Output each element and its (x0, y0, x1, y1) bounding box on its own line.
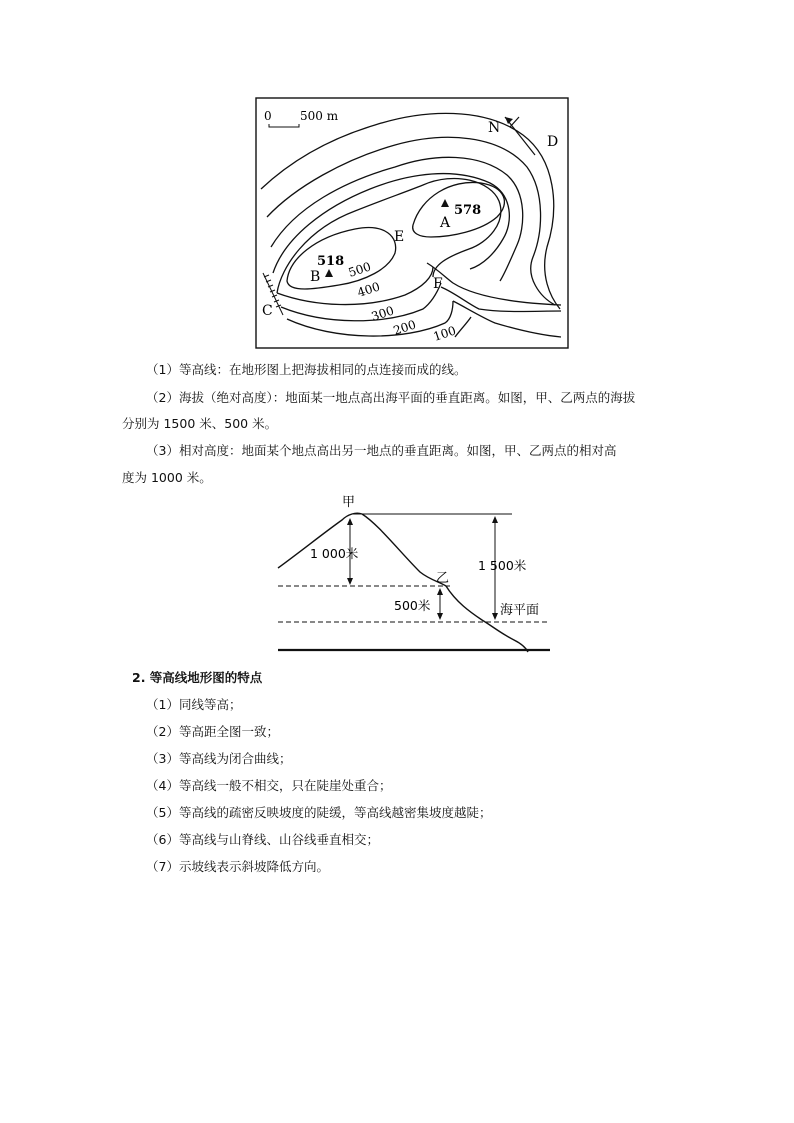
peak-a-height: 578 (454, 203, 482, 218)
label-c: C (262, 303, 273, 319)
definition-line-5: 度为 1000 米。 (122, 470, 212, 485)
section-heading: 2. 等高线地形图的特点 (132, 670, 263, 685)
terrain-profile (278, 513, 528, 652)
label-e: E (394, 229, 405, 245)
contour-label-200: 200 (391, 317, 418, 338)
feature-item-7: （7）示坡线表示斜坡降低方向。 (146, 859, 329, 874)
label-f: F (433, 276, 443, 292)
feature-item-1: （1）同线等高； (146, 697, 242, 712)
label-b: B (310, 269, 321, 285)
definition-line-1: （1）等高线：在地形图上把海拔相同的点连接而成的线。 (146, 362, 467, 377)
yi-height-label: 500米 (394, 598, 431, 613)
contour-map (255, 97, 569, 349)
definition-line-3: 分别为 1500 米、500 米。 (122, 416, 278, 431)
altitude-profile-diagram (270, 492, 560, 660)
contour-label-500: 500 (346, 259, 373, 280)
definition-line-4: （3）相对高度：地面某个地点高出另一地点的垂直距离。如图，甲、乙两点的相对高 (146, 443, 617, 458)
feature-item-4: （4）等高线一般不相交，只在陡崖处重合； (146, 778, 392, 793)
label-d: D (547, 134, 559, 150)
definition-line-2: （2）海拔（绝对高度）：地面某一地点高出海平面的垂直距离。如图，甲、乙两点的海拔 (146, 390, 636, 405)
contour-label-100: 100 (431, 323, 458, 344)
map-frame (256, 98, 568, 348)
point-jia: 甲 (342, 495, 356, 510)
label-a: A (440, 215, 451, 231)
point-yi: 乙 (436, 571, 450, 586)
peak-b-height: 518 (317, 254, 345, 269)
absolute-height-label: 1 500米 (478, 558, 527, 573)
sea-level-label: 海平面 (500, 603, 540, 618)
feature-item-2: （2）等高距全图一致； (146, 724, 279, 739)
contour-label-300: 300 (369, 303, 396, 324)
scale-length: 500 m (300, 109, 339, 123)
relative-height-label: 1 000米 (310, 546, 359, 561)
contour-label-400: 400 (355, 279, 382, 300)
feature-item-5: （5）等高线的疏密反映坡度的陡缓，等高线越密集坡度越陡； (146, 805, 492, 820)
scale-zero: 0 (264, 109, 272, 123)
feature-item-3: （3）等高线为闭合曲线； (146, 751, 292, 766)
north-label: N (488, 120, 501, 136)
feature-item-6: （6）等高线与山脊线、山谷线垂直相交； (146, 832, 379, 847)
